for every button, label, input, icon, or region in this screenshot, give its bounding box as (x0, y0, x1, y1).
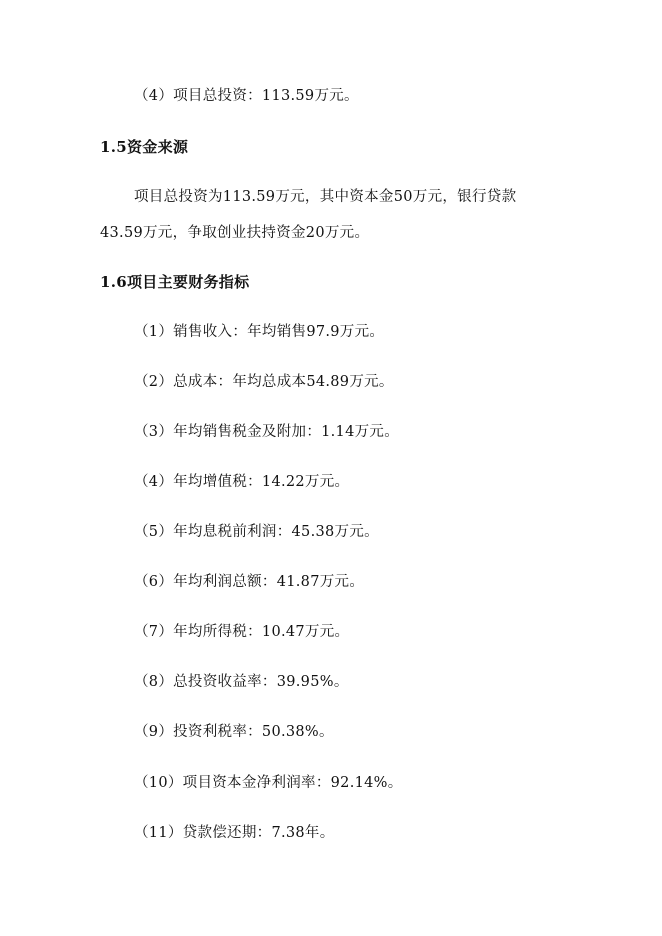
indicator-item-2: （2）总成本：年均总成本54.89万元。 (134, 374, 394, 390)
indicator-item-1: （1）销售收入：年均销售97.9万元。 (134, 324, 385, 340)
funding-paragraph-line-2: 43.59万元，争取创业扶持资金20万元。 (100, 225, 370, 241)
indicator-item-5: （5）年均息税前利润：45.38万元。 (134, 524, 379, 540)
section-heading-funding-source: 1.5资金来源 (100, 138, 189, 156)
indicator-item-10: （10）项目资本金净利润率：92.14%。 (134, 775, 403, 791)
indicator-item-6: （6）年均利润总额：41.87万元。 (134, 574, 365, 590)
indicator-item-11: （11）贷款偿还期：7.38年。 (134, 825, 335, 841)
section-heading-financial-indicators: 1.6项目主要财务指标 (100, 273, 250, 291)
indicator-item-3: （3）年均销售税金及附加：1.14万元。 (134, 424, 400, 440)
indicator-item-8: （8）总投资收益率：39.95%。 (134, 674, 349, 690)
funding-paragraph-line-1: 项目总投资为113.59万元，其中资本金50万元，银行贷款 (134, 189, 517, 205)
indicator-item-7: （7）年均所得税：10.47万元。 (134, 624, 350, 640)
total-investment-item: （4）项目总投资：113.59万元。 (134, 88, 359, 104)
indicator-item-4: （4）年均增值税：14.22万元。 (134, 474, 350, 490)
indicator-item-9: （9）投资利税率：50.38%。 (134, 724, 334, 740)
